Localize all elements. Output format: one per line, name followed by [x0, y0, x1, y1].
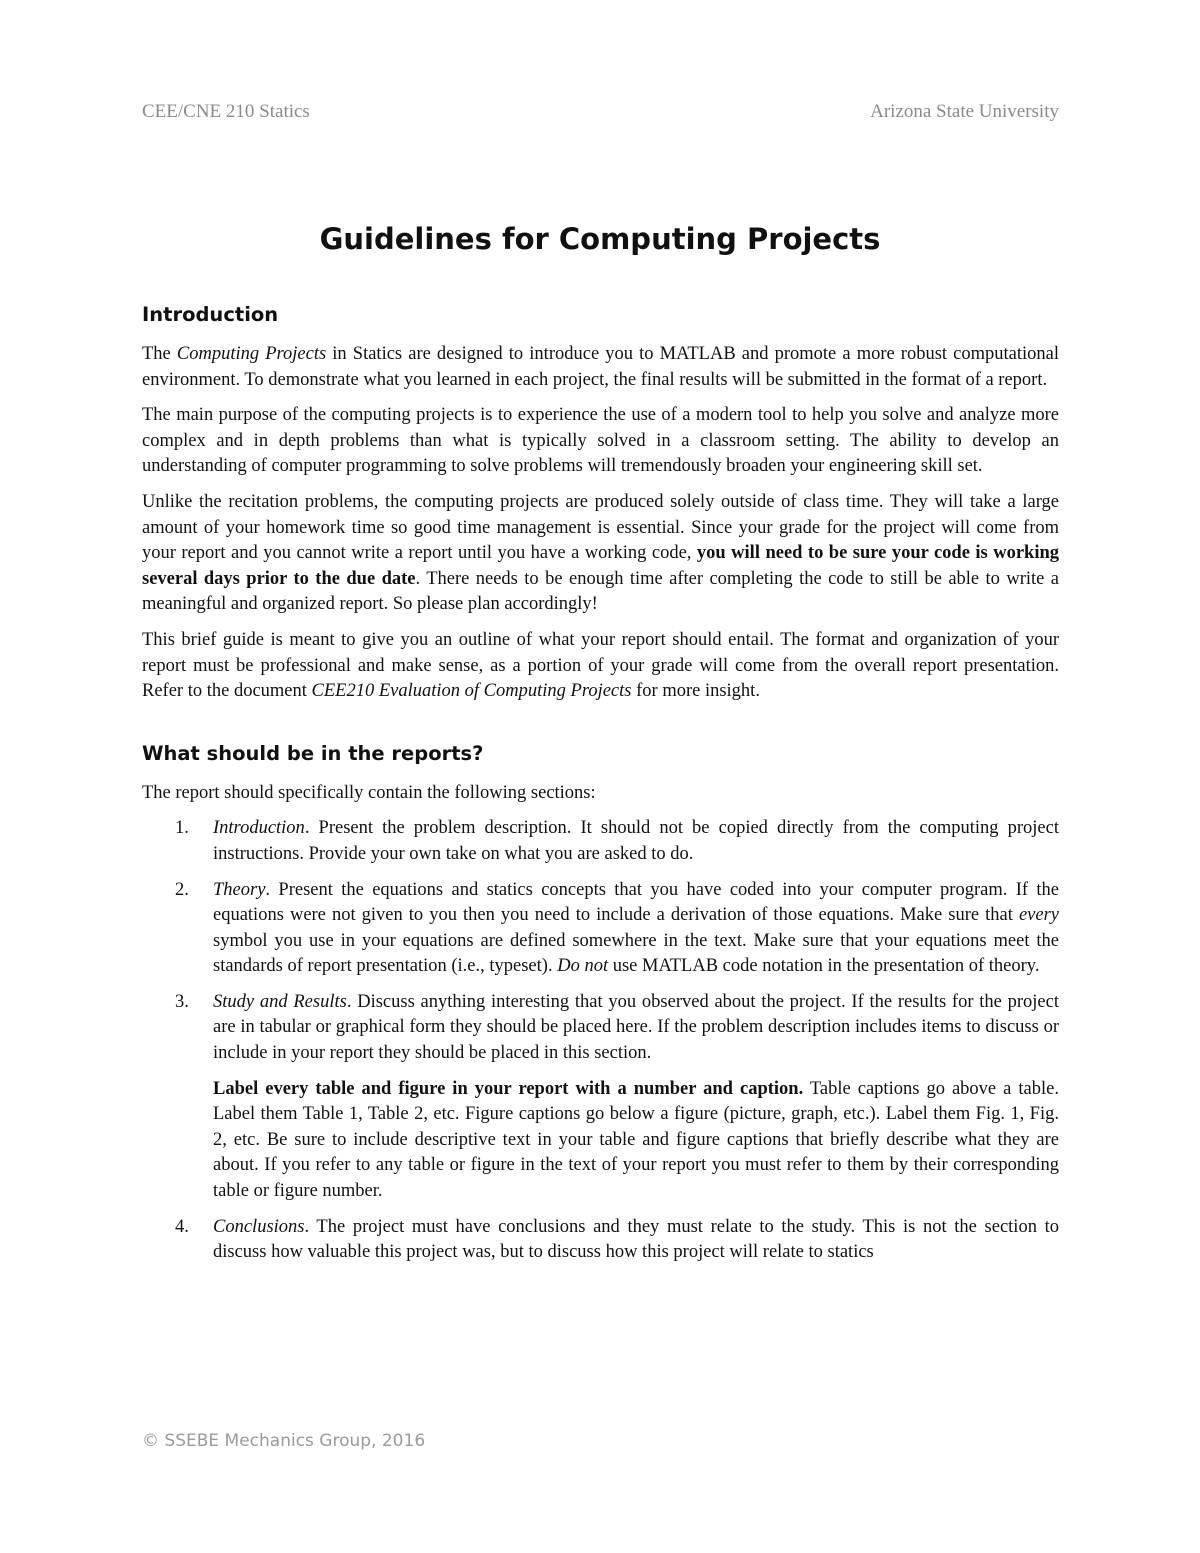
copyright-footer: © SSEBE Mechanics Group, 2016 [142, 1431, 426, 1451]
intro-paragraph-1: The Computing Projects in Statics are designed to introduce you to MATLAB and promote a more robust computational environment. To demonstrate what you learned in each project, the final results will be submitted in the format of a report. [142, 344, 1060, 390]
page-title: Guidelines for Computing Projects [319, 222, 881, 256]
list-number: 3. [175, 991, 189, 1012]
running-header-university: Arizona State University [870, 101, 1059, 122]
intro-paragraph-4: This brief guide is meant to give you an outline of what your report should entail. The format and organization of your report must be professional and make sense, as a portion of your grade will come from the overall report presentation. Refer to the document CEE210 Evaluation of Computing Projects for more insight. [142, 629, 1059, 702]
introduction-heading: Introduction [142, 303, 279, 326]
list-item: 4. Conclusions. The project must have conclusions and they must relate to the study. This is not the section to discuss how valuable this project was, but to discuss how this project will relate to statics [175, 1216, 1059, 1263]
document-body [142, 302, 1059, 1276]
intro-paragraph-3: Unlike the recitation problems, the computing projects are produced solely outside of class time. They will take a large amount of your homework time so good time management is essential. Since your grade for the project will come from your report and you cannot write a report until you have a working code, you will need to be sure your code is working several days prior to the due date. There needs to be enough time after completing the code to still be able to write a meaningful and organized report. So please plan accordingly! [142, 491, 1060, 615]
intro-paragraph-2: The main purpose of the computing projects is to experience the use of a modern tool to help you solve and analyze more complex and in depth problems than what is typically solved in a classroom setting. The ability to develop an understanding of computer programming to solve problems will tremendously broaden your engineering skill set. [142, 405, 1059, 477]
list-number: 4. [175, 1216, 189, 1237]
reports-heading: What should be in the reports? [142, 741, 484, 765]
report-sections-list [142, 816, 1059, 1266]
caption-guidance: Label every table and figure in your report with a number and caption. Table captions go above a table. Label them Table 1, Table 2, etc. Figure captions go below a figure (picture, graph, etc.). Label them Fig. 1, Fig. 2, etc. Be sure to include descriptive text in your table and figure captions that briefly describe what they are about. If you refer to any table or figure in the text of your report you must refer to them by their corresponding table or figure number. [213, 1078, 1059, 1202]
reports-lead: The report should specifically contain the following sections: [142, 782, 596, 803]
list-item: 2. Theory. Present the equations and statics concepts that you have coded into your computer program. If the equations were not given to you then you need to include a derivation of those equations. Make sure that every symbol you use in your equations are defined somewhere in the text. Make sure that your equations meet the standards of report presentation (i.e., typeset). Do not use MATLAB code notation in the presentation of theory. [175, 879, 1059, 977]
list-item: 1. Introduction. Present the problem description. It should not be copied directly from the computing project instructions. Provide your own take on what you are asked to do. [175, 818, 1059, 864]
list-number: 1. [175, 818, 189, 839]
running-header-course: CEE/CNE 210 Statics [142, 101, 310, 122]
list-number: 2. [175, 879, 189, 900]
list-item: 3. Study and Results. Discuss anything interesting that you observed about the project. If the results for the project are in tabular or graphical form they should be placed here. If the problem description includes items to discuss or include in your report they should be placed in this section. Label every table and figure in your report with a number and caption. Table captions go above a table. Label them Table 1, Table 2, etc. Figure captions go below a figure (picture, graph, etc.). Label them Fig. 1, Fig. 2, etc. Be sure to include descriptive text in your table and figure captions that briefly describe what they are about. If you refer to any table or figure in the text of your report you must refer to them by their corresponding table or figure number. [142, 990, 1059, 1205]
